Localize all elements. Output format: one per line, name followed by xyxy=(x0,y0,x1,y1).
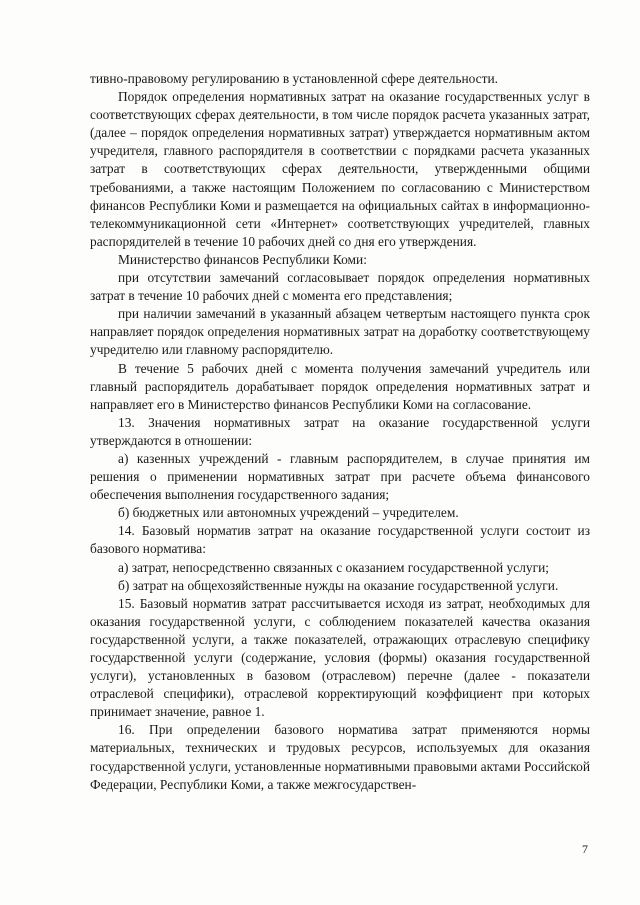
paragraph: Министерство финансов Республики Коми: xyxy=(118,251,367,267)
document-body xyxy=(90,70,590,794)
paragraph: тивно-правовому регулированию в установленной сфере деятельности. xyxy=(90,71,498,86)
paragraph: 16. При определении базового норматива затрат применяются нормы материальных, технических и трудовых ресурсов, используемых для оказания государственной услуги, установленные нормативными правовыми актами Российской Федерации, Республики Коми, а также межгосударствен- xyxy=(90,722,590,792)
paragraph: б) затрат на общехозяйственные нужды на оказание государственной услуги. xyxy=(118,577,559,593)
paragraph: 13. Значения нормативных затрат на оказание государственной услуги утверждаются в отношении: xyxy=(90,414,590,448)
paragraph: 15. Базовый норматив затрат рассчитывается исходя из затрат, необходимых для оказания государственной услуги, с соблюдением показателей качества оказания государственной услуги, а также показателей, отражающих отраслевую специфику государственной услуги (содержание, условия (формы) оказания государственной услуги), установленных в базовом (отраслевом) перечне (далее - показатели отраслевой специфики), отраслевой корректирующий коэффициент при которых принимает значение, равное 1. xyxy=(90,595,590,720)
paragraph: В течение 5 рабочих дней с момента получения замечаний учредитель или главный распорядитель дорабатывает порядок определения нормативных затрат и направляет его в Министерство финансов Республики Коми на согласование. xyxy=(90,360,590,412)
page-number: 7 xyxy=(582,842,588,856)
paragraph: Порядок определения нормативных затрат на оказание государственных услуг в соответствующих сферах деятельности, в том числе порядок расчета указанных затрат, (далее – порядок определения нормативных затрат) утверждается нормативным актом учредителя, главного распорядителя в соответствии с порядками расчета указанных затрат в соответствующих сферах деятельности, утвержденными общими требованиями, а также настоящим Положением по согласованию с Министерством финансов Республики Коми и размещается на официальных сайтах в информационно-телекоммуникационной сети «Интернет» соответствующих учредителей, главных распорядителей в течение 10 рабочих дней со дня его утверждения. xyxy=(90,89,590,249)
paragraph: при наличии замечаний в указанный абзацем четвертым настоящего пункта срок направляет порядок определения нормативных затрат на доработку соответствующему учредителю или главному распорядителю. xyxy=(90,306,590,358)
paragraph: а) затрат, непосредственно связанных с оказанием государственной услуги; xyxy=(118,559,549,575)
paragraph: при отсутствии замечаний согласовывает порядок определения нормативных затрат в течение 10 рабочих дней с момента его представления; xyxy=(90,270,590,304)
paragraph: б) бюджетных или автономных учреждений – учредителем. xyxy=(118,505,459,521)
paragraph: 14. Базовый норматив затрат на оказание государственной услуги состоит из базового норматива: xyxy=(90,523,590,557)
paragraph: а) казенных учреждений - главным распорядителем, в случае принятия им решения о применении нормативных затрат при расчете объема финансового обеспечения выполнения государственного задания; xyxy=(90,450,590,503)
